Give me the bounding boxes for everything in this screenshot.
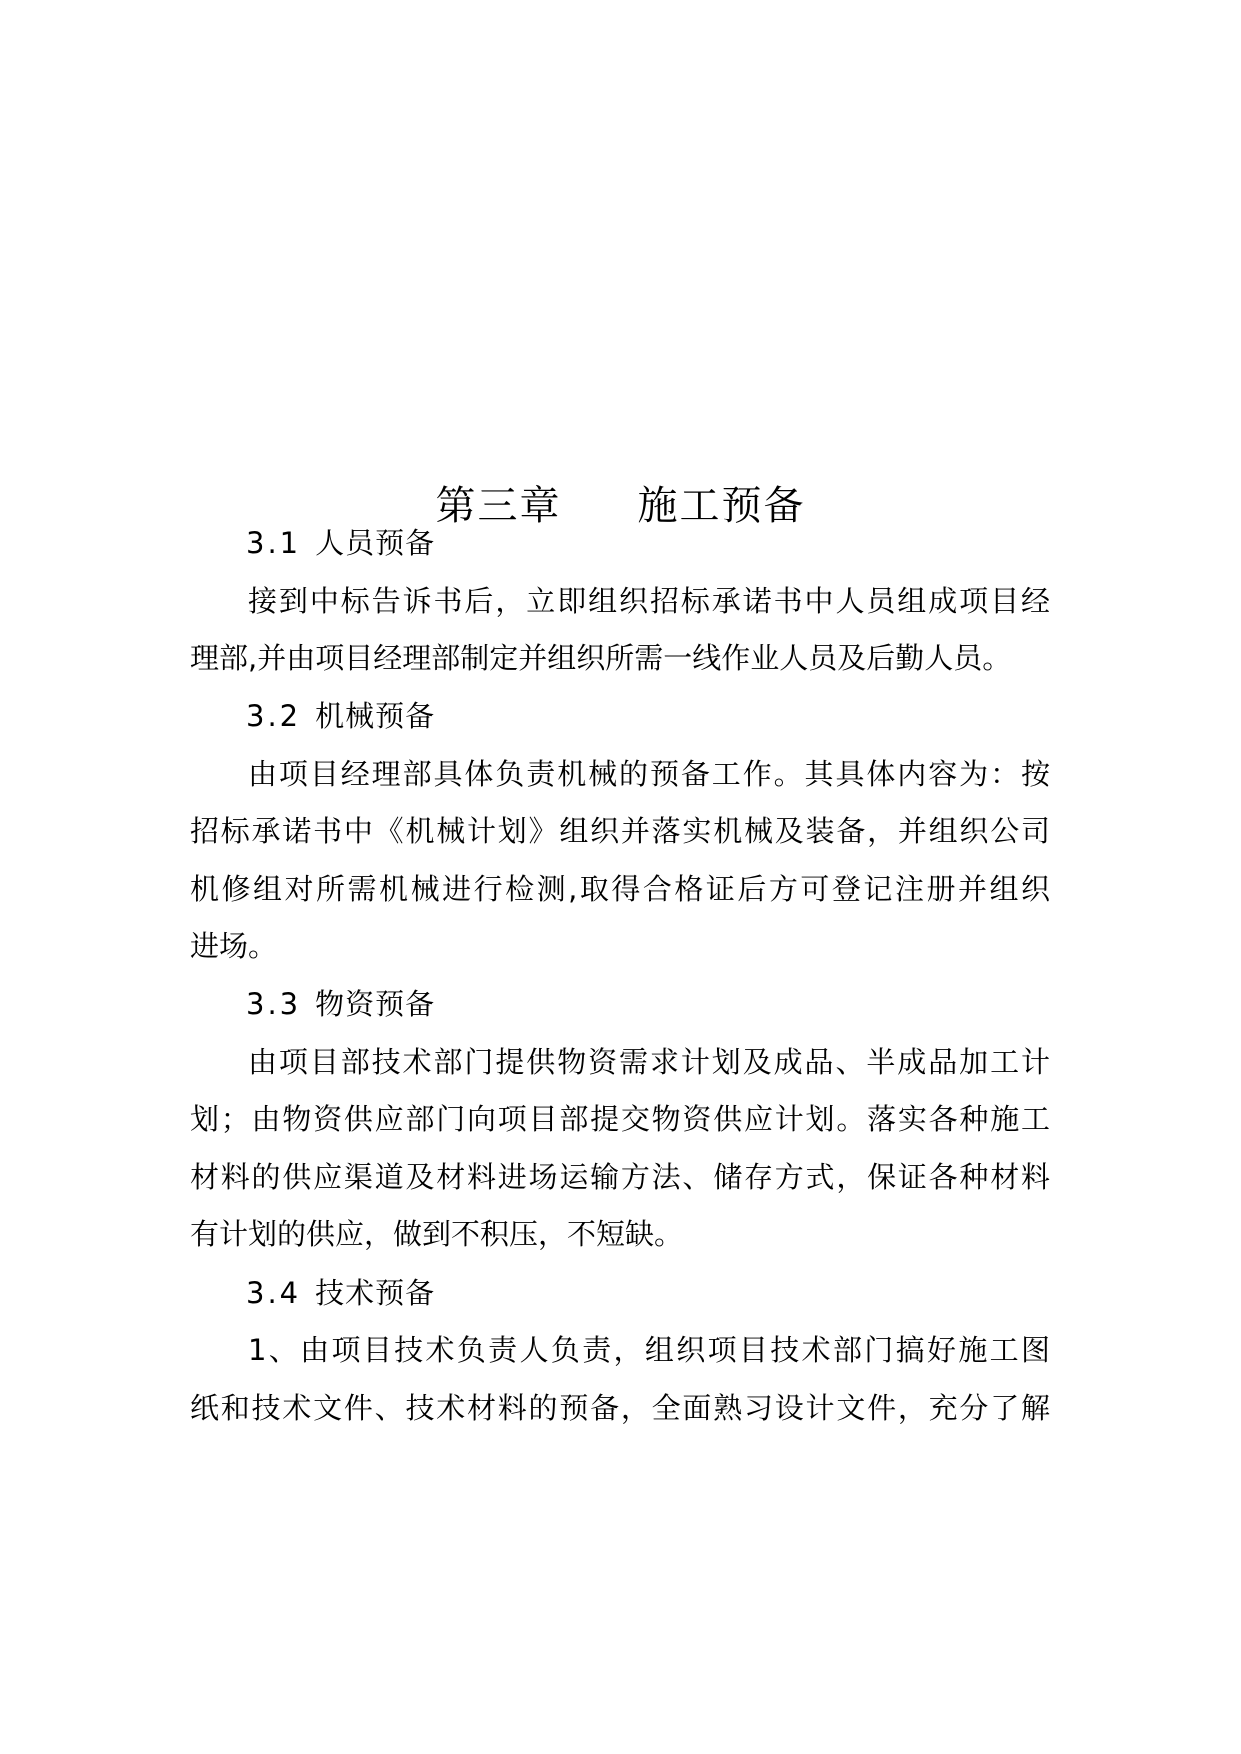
paragraph-line: 进场。 bbox=[190, 929, 278, 963]
section-heading bbox=[246, 523, 1106, 563]
paragraph-line: 招标承诺书中《机械计划》组织并落实机械及装备，并组织公司 bbox=[190, 814, 1050, 848]
section-title: 人员预备 bbox=[315, 526, 436, 560]
section-number: 3.2 bbox=[246, 699, 302, 733]
section-title: 机械预备 bbox=[315, 699, 436, 733]
section-number: 3.4 bbox=[246, 1276, 302, 1310]
paragraph-line: 1、由项目技术负责人负责，组织项目技术部门搞好施工图 bbox=[248, 1333, 1050, 1367]
paragraph-line: 由项目经理部具体负责机械的预备工作。其具体内容为：按 bbox=[248, 757, 1050, 791]
paragraph-line: 理部,并由项目经理部制定并组织所需一线作业人员及后勤人员。 bbox=[190, 641, 1012, 675]
section-number: 3.3 bbox=[246, 987, 302, 1021]
paragraph-line: 由项目部技术部门提供物资需求计划及成品、半成品加工计 bbox=[248, 1045, 1050, 1079]
paragraph-line: 材料的供应渠道及材料进场运输方法、储存方式，保证各种材料 bbox=[190, 1160, 1050, 1194]
section-heading bbox=[246, 696, 1106, 736]
paragraph-line: 划；由物资供应部门向项目部提交物资供应计划。落实各种施工 bbox=[190, 1102, 1050, 1136]
section-heading bbox=[246, 1273, 1106, 1313]
section-heading bbox=[246, 984, 1106, 1024]
paragraph-line: 有计划的供应，做到不积压，不短缺。 bbox=[190, 1217, 684, 1251]
paragraph-line: 纸和技术文件、技术材料的预备，全面熟习设计文件，充分了解 bbox=[190, 1391, 1050, 1425]
paragraph-line: 接到中标告诉书后，立即组织招标承诺书中人员组成项目经 bbox=[248, 584, 1050, 618]
paragraph-line: 机修组对所需机械进行检测,取得合格证后方可登记注册并组织 bbox=[190, 872, 1050, 906]
chapter-number: 第三章 bbox=[435, 483, 562, 529]
section-title: 技术预备 bbox=[315, 1276, 436, 1310]
section-number: 3.1 bbox=[246, 526, 302, 560]
chapter-name: 施工预备 bbox=[637, 483, 806, 529]
section-title: 物资预备 bbox=[315, 987, 436, 1021]
